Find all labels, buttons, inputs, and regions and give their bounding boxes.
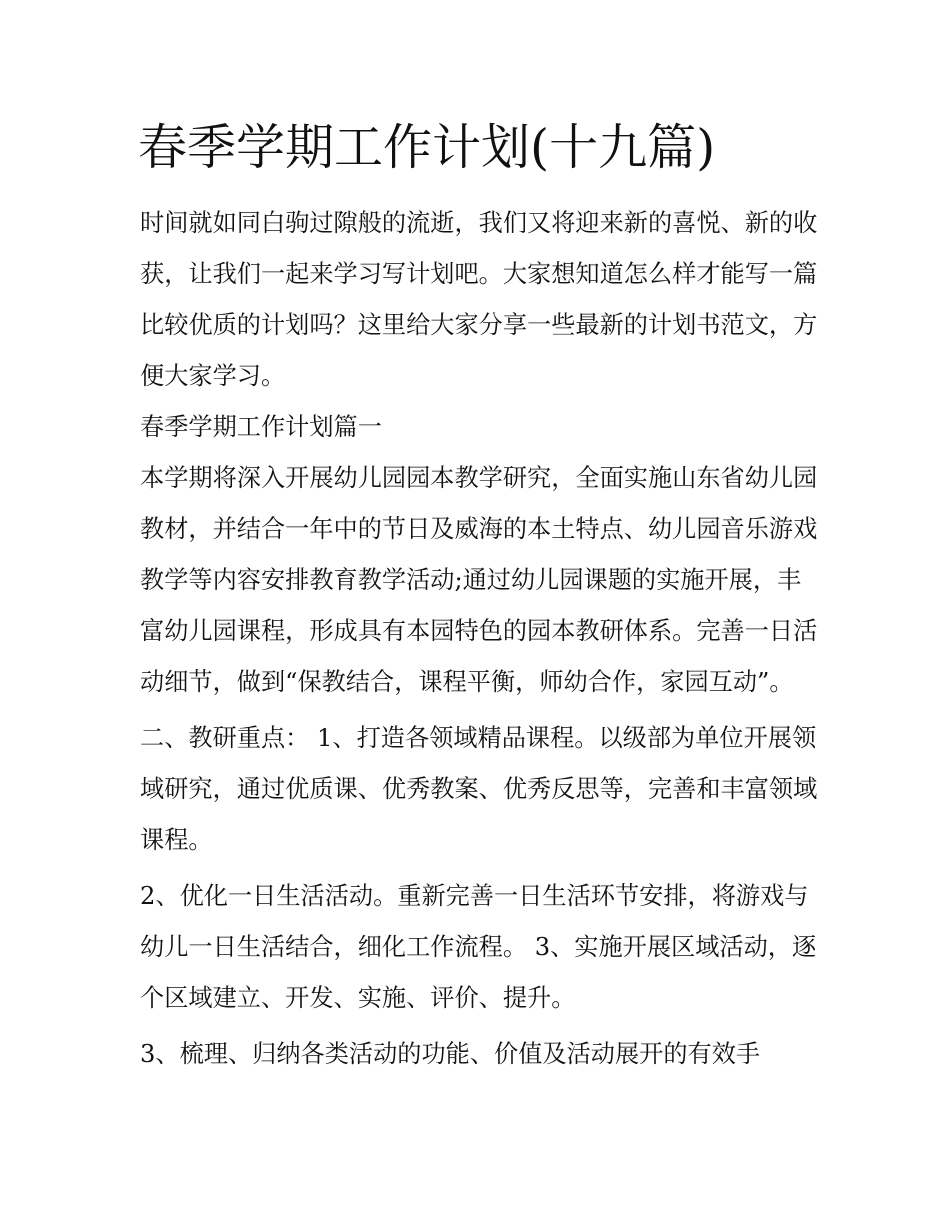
paragraph-intro: 时间就如同白驹过隙般的流逝，我们又将迎来新的喜悦、新的收获，让我们一起来学习写计划吧。大家想知道怎么样才能写一篇比较优质的计划吗？这里给大家分享一些最新的计划书范文，方便大家学习。 <box>140 209 818 390</box>
paragraph-daily-activities: 2、优化一日生活活动。重新完善一日生活环节安排，将游戏与幼儿一日生活结合，细化工作流程。 3、实施开展区域活动，逐个区域建立、开发、实施、评价、提升。 <box>140 882 817 1012</box>
paragraph-research-focus: 二、教研重点： 1、打造各领域精品课程。以级部为单位开展领域研究，通过优质课、优秀教案、优秀反思等，完善和丰富领域课程。 <box>140 724 818 854</box>
paragraph-activity-summary: 3、梳理、归纳各类活动的功能、价值及活动展开的有效手 <box>140 1040 761 1068</box>
document-body <box>140 198 820 1080</box>
document-title: 春季学期工作计划(十九篇) <box>138 119 716 176</box>
paragraph-overview: 本学期将深入开展幼儿园园本教学研究，全面实施山东省幼儿园教材，并结合一年中的节日及威海的本土特点、幼儿园音乐游戏教学等内容安排教育教学活动;通过幼儿园课题的实施开展，丰富幼儿园课程，形成具有本园特色的园本教研体系。完善一日活动细节，做到“保教结合，课程平衡，师幼合作，家园互动”。 <box>140 464 818 696</box>
section-heading: 春季学期工作计划篇一 <box>140 413 382 441</box>
